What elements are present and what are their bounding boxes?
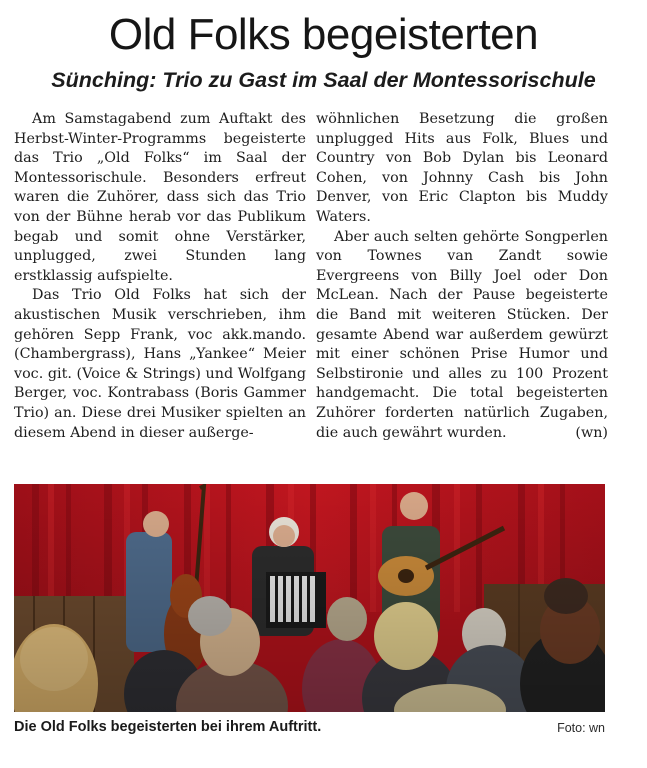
headline: Old Folks begeisterten	[108, 10, 539, 59]
article-paragraph-2: Das Trio Old Folks hat sich der akustischen Musik verschrieben, ihm gehören Sepp Frank, voc akk.mando.(Chambergrass), Hans „Yankee“ Meier voc. git. (Voice & Strings) und Wolfgang Berger, voc. Kontrabass (Boris Gammer Trio) an. Diese drei Musiker spielten an diesem Abend in dieser außerge-	[14, 287, 306, 441]
article-paragraph-2-continuation: wöhnlichen Besetzung die großen unplugged Hits aus Folk, Blues und Country von Bob Dylan bis Leonard Cohen, von Johnny Cash bis John Denver, von Eric Clapton bis Muddy Waters.	[316, 111, 608, 225]
concert-photo	[14, 484, 605, 712]
photo-caption: Die Old Folks begeisterten bei ihrem Auftritt.	[14, 719, 322, 735]
article-column-right	[316, 110, 608, 443]
article-paragraph-1: Am Samstagabend zum Auftakt des Herbst-Winter-Programms begeisterte das Trio „Old Folks“ im Saal der Montessorischule. Besonders erfreut waren die Zuhörer, dass sich das Trio von der Bühne herab vor das Publikum begab und somit ohne Verstärker, unplugged, zwei Stunden lang erstklassig aufspielte.	[14, 111, 306, 284]
subheadline: Sünching: Trio zu Gast im Saal der Montessorischule	[51, 68, 596, 92]
author-signature: (wn)	[575, 424, 608, 441]
article-paragraph-3-text: Aber auch selten gehörte Songperlen von Townes van Zandt sowie Evergreens von Billy Joel oder Don McLean. Nach der Pause begeisterte die Band mit weiteren Stücken. Der gesamte Abend war außerdem gewürzt mit einer schönen Prise Humor und Selbstironie und alles zu 100 Prozent handgemacht. Die total begeisterten Zuhörer forderten natürlich Zugaben, die auch gewährt wurden.	[316, 228, 608, 441]
article-column-left	[14, 110, 306, 443]
photo-credit: Foto: wn	[557, 721, 605, 735]
article-paragraph-3	[316, 228, 608, 444]
